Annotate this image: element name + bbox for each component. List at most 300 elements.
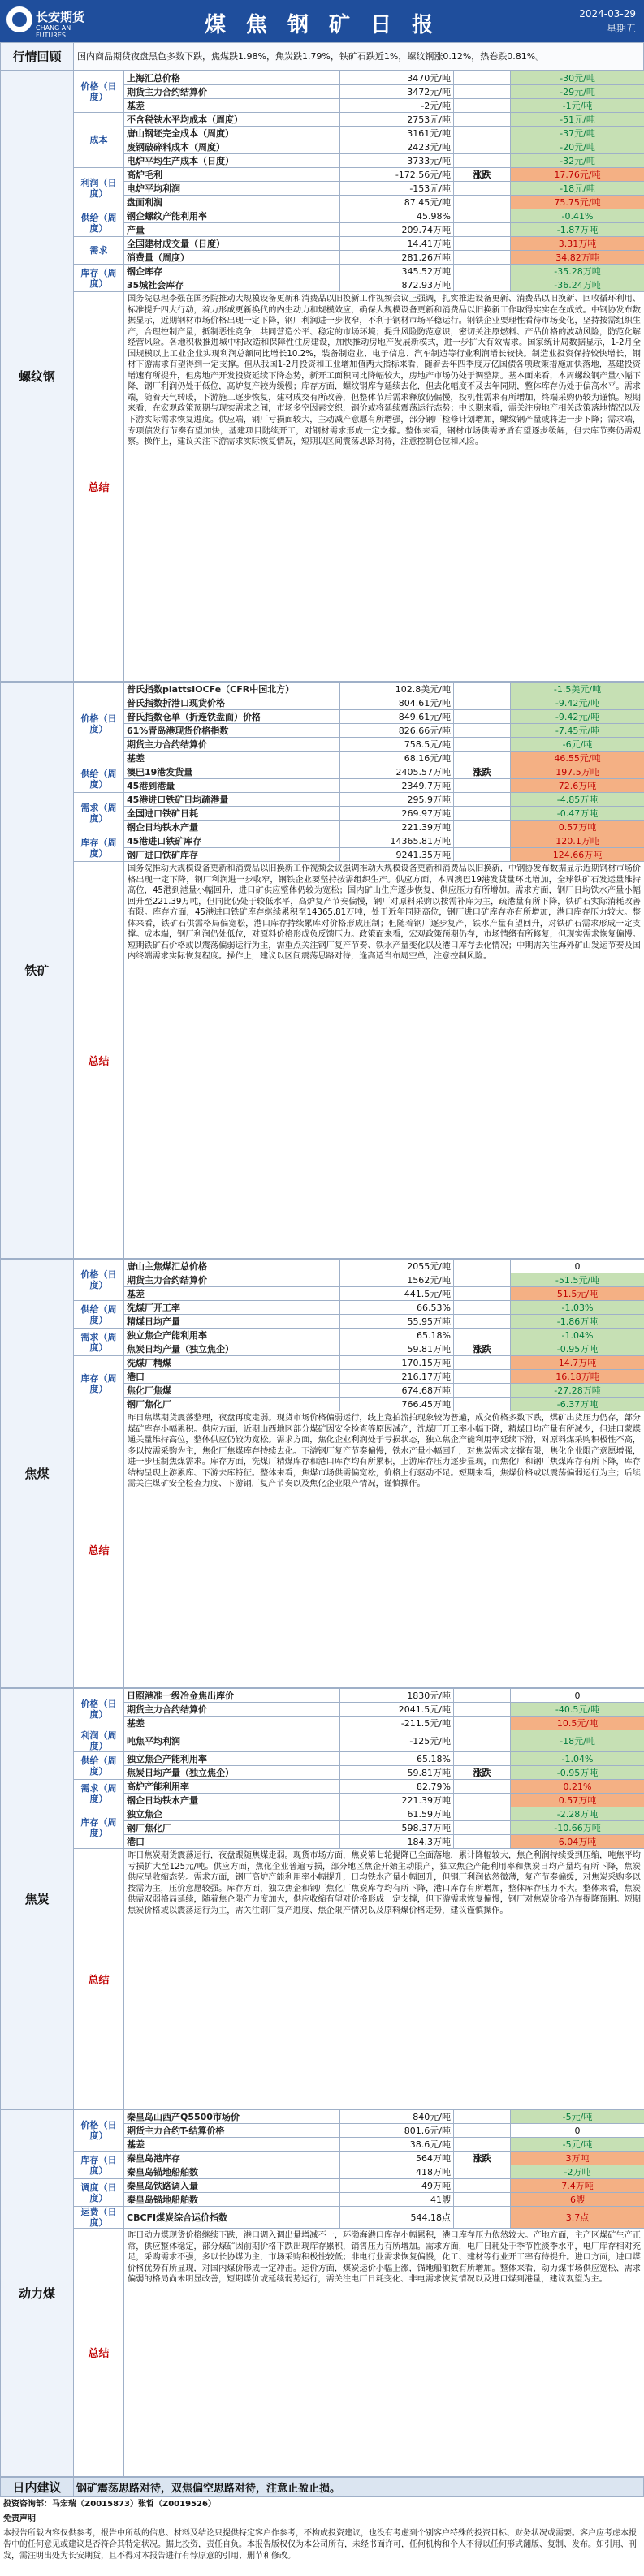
change-header [454, 182, 511, 196]
indicator-value: 3161元/吨 [340, 127, 454, 140]
change-header [454, 1752, 511, 1766]
data-row [1, 1301, 644, 1315]
change-header [454, 2179, 511, 2193]
category-label: 库存（周度） [74, 1807, 124, 1849]
indicator-change: -4.85万吨 [511, 793, 644, 807]
indicator-value: -2元/吨 [340, 99, 454, 113]
category-label: 利润（周度） [74, 1730, 124, 1752]
indicator-value: 269.97万吨 [340, 807, 454, 821]
indicator-change: -1.04% [511, 1329, 644, 1342]
summary-text: 昨日焦炭期货震荡运行，夜盘跟随焦煤走弱。现货市场方面，焦炭第七轮提降已全面落地，累计降幅较大，焦企利润持续受到压缩，吨焦平均亏损扩大至125元/吨。供应方面，焦化企业普遍亏损，部分地区焦企开始主动限产，独立焦企产能利用率和焦炭日均产量均有所下降，焦炭供应呈收缩态势。需求方面，钢厂高炉产能利用率小幅提升，日均铁水产量小幅回升，但钢厂利润依然微薄，复产节奏偏缓，对焦炭采购多以按需为主，压价意愿较强。库存方面，独立焦企和钢厂焦化厂焦炭库存均有所下降，港口库存有所增加，整体库存压力不大。整体来看，焦炭供需双弱格局延续，随着焦企限产力度加大，供应收缩有望对价格形成一定支撑，但下游需求恢复偏慢，钢厂对焦炭价格仍存提降预期。短期焦炭价格或以震荡运行为主，需关注钢厂复产进度、焦企限产情况以及原料煤价格走势，建议谨慎操作。 [124, 1849, 644, 2109]
indicator-value: 49万吨 [340, 2179, 454, 2193]
indicator-value: 804.61元/吨 [340, 696, 454, 710]
indicator-value: 1562元/吨 [340, 1273, 454, 1287]
indicator-value: 544.18点 [340, 2207, 454, 2229]
indicator-change: 6.04万吨 [511, 1835, 644, 1849]
change-header [454, 1689, 511, 1703]
indicator-name: 电炉平均生产成本（日度） [124, 154, 340, 168]
indicator-name: 港口 [124, 1835, 340, 1849]
category-label: 价格（日度） [74, 1689, 124, 1730]
indicator-change: 51.5元/吨 [511, 1287, 644, 1301]
indicator-value: -172.56元/吨 [340, 168, 454, 182]
indicator-change: 3.7点 [511, 2207, 644, 2229]
indicator-value: 2753元/吨 [340, 113, 454, 127]
change-header: 涨跌 [454, 1342, 511, 1356]
indicator-change: 7.4万吨 [511, 2179, 644, 2193]
change-header [454, 140, 511, 154]
indicator-change: -36.24万吨 [511, 278, 644, 292]
change-header [454, 710, 511, 724]
indicator-value: 59.81万吨 [340, 1766, 454, 1780]
indicator-name: 盘面利润 [124, 196, 340, 209]
indicator-change: -30元/吨 [511, 71, 644, 85]
change-header [454, 1780, 511, 1794]
indicator-name: CBCFI煤炭综合运价指数 [124, 2207, 340, 2229]
indicator-value: 82.79% [340, 1780, 454, 1794]
change-header [454, 2207, 511, 2229]
indicator-name: 钢企螺纹产能利用率 [124, 209, 340, 223]
indicator-change: -1.5美元/吨 [511, 683, 644, 696]
data-row [1, 2207, 644, 2229]
indicator-change: -6.37万吨 [511, 1398, 644, 1411]
indicator-change: -29元/吨 [511, 85, 644, 99]
section-name: 焦煤 [1, 1260, 74, 1688]
change-header [454, 683, 511, 696]
change-header [454, 1794, 511, 1807]
indicator-value: 41艘 [340, 2193, 454, 2207]
data-row [1, 683, 644, 696]
indicator-value: 216.17万吨 [340, 1370, 454, 1384]
change-header: 涨跌 [454, 168, 511, 182]
change-header [454, 1730, 511, 1752]
indicator-change: -1.04% [511, 1752, 644, 1766]
indicator-change: -2.28万吨 [511, 1807, 644, 1821]
indicator-name: 产量 [124, 223, 340, 237]
indicator-name: 普氏指数plattsIOCFe（CFR中国北方） [124, 683, 340, 696]
report-date-block [579, 6, 636, 36]
indicator-name: 期货主力合约结算价 [124, 85, 340, 99]
indicator-value: 9241.35万吨 [340, 848, 454, 862]
change-header [454, 99, 511, 113]
indicator-name: 日照港准一级冶金焦出库价 [124, 1689, 340, 1703]
change-header [454, 2138, 511, 2152]
indicator-name: 秦皇岛山西产Q5500市场价 [124, 2110, 340, 2124]
indicator-name: 秦皇岛锚地船舶数 [124, 2165, 340, 2179]
indicator-value: 281.26万吨 [340, 251, 454, 265]
indicator-change: -1.03% [511, 1301, 644, 1315]
indicator-value: 295.9万吨 [340, 793, 454, 807]
advice-table [0, 2477, 644, 2497]
indicator-value: -211.5元/吨 [340, 1717, 454, 1730]
indicator-name: 唐山钢坯完全成本（周度） [124, 127, 340, 140]
section-name: 螺纹钢 [1, 71, 74, 682]
change-header [454, 1260, 511, 1273]
indicator-name: 普氏指数仓单（折连铁盘面）价格 [124, 710, 340, 724]
data-row [1, 2179, 644, 2193]
indicator-name: 期货主力合约结算价 [124, 1273, 340, 1287]
indicator-value: 55.95万吨 [340, 1315, 454, 1329]
change-header [454, 154, 511, 168]
indicator-change: -32元/吨 [511, 154, 644, 168]
category-label: 调度（日度） [74, 2179, 124, 2207]
indicator-change: -2万吨 [511, 2165, 644, 2179]
indicator-change: 0.21% [511, 1780, 644, 1794]
indicator-name: 废钢破碎料成本（周度） [124, 140, 340, 154]
indicator-name: 精煤日均产量 [124, 1315, 340, 1329]
indicator-name: 秦皇岛锚地船舶数 [124, 2193, 340, 2207]
indicator-change: -6元/吨 [511, 738, 644, 752]
indicator-change: 46.55元/吨 [511, 752, 644, 765]
change-header [454, 1807, 511, 1821]
category-label: 运费（日度） [74, 2207, 124, 2229]
change-header: 涨跌 [454, 765, 511, 779]
indicator-name: 基差 [124, 1717, 340, 1730]
data-row [1, 1807, 644, 1821]
indicator-change: -0.41% [511, 209, 644, 223]
data-row [1, 1689, 644, 1703]
indicator-change: 0 [511, 1260, 644, 1273]
summary-label: 总结 [74, 292, 124, 682]
change-header [454, 1835, 511, 1849]
change-header [454, 752, 511, 765]
change-header [454, 696, 511, 710]
indicator-change: -18元/吨 [511, 1730, 644, 1752]
summary-row [1, 1849, 644, 2109]
data-row [1, 834, 644, 848]
indicator-name: 高炉毛利 [124, 168, 340, 182]
report-header [0, 0, 644, 42]
change-header [454, 793, 511, 807]
change-header: 涨跌 [454, 1766, 511, 1780]
category-label: 价格（日度） [74, 1260, 124, 1301]
indicator-name: 吨焦平均利润 [124, 1730, 340, 1752]
indicator-change: 16.18万吨 [511, 1370, 644, 1384]
summary-row [1, 292, 644, 682]
category-label: 供给（周度） [74, 765, 124, 793]
indicator-value: 801.6元/吨 [340, 2124, 454, 2138]
indicator-change: -1.86万吨 [511, 1315, 644, 1329]
indicator-name: 期货主力合约T-结算价格 [124, 2124, 340, 2138]
change-header [454, 223, 511, 237]
change-header [454, 278, 511, 292]
change-header: 涨跌 [454, 2152, 511, 2165]
summary-text: 国务院推动大规模设备更新和消费品以旧换新工作视频会议强调推动大规模设备更新和消费品以旧换新，中钢协发布数据显示近期钢材市场价格出现一定下降，钢厂利润进一步收窄，钢铁企业要坚持按需组织生产。供应方面，本周澳巴19港发货量环比增加，全球铁矿石发运量维持高位，45港到港量小幅回升，进口矿供应整体仍较为宽松；国内矿山生产逐步恢复，供应压力有所增加。需求方面，钢厂日均铁水产量小幅回升至221.39万吨，但同比仍处于较低水平，高炉复产节奏偏慢，钢厂对原料采购以按需补库为主，疏港量有所下降，铁矿石实际消耗改善有限。库存方面，45港进口铁矿库存继续累积至14365.81万吨，处于近年同期高位，钢厂进口矿库存亦有所增加，港口库存压力较大。整体来看，铁矿石供需格局偏宽松，港口库存持续累库对价格形成压制；但随着钢厂逐步复产，铁水产量有望回升，对铁矿石需求形成一定支撑。成本端，钢厂利润仍处低位，对原料价格形成负反馈压力。政策面来看，宏观政策预期仍存，市场情绪有所修复，但现实需求恢复偏慢。短期铁矿石价格或以震荡偏弱运行为主，需重点关注钢厂复产节奏、铁水产量变化以及港口库存去化情况；中期需关注海外矿山发运节奏及国内终端需求实际恢复程度。操作上，建议以区间震荡思路对待，逢高适当布局空单，注意控制风险。 [124, 862, 644, 1259]
indicator-value: -153元/吨 [340, 182, 454, 196]
category-label: 库存（周度） [74, 1356, 124, 1411]
indicator-change: -51.5元/吨 [511, 1273, 644, 1287]
change-header [454, 779, 511, 793]
indicator-change: 124.66万吨 [511, 848, 644, 862]
report-weekday: 星期五 [606, 23, 636, 34]
summary-label: 总结 [74, 862, 124, 1259]
indicator-name: 基差 [124, 2138, 340, 2152]
indicator-value: 2423元/吨 [340, 140, 454, 154]
overview-table [0, 42, 644, 71]
indicator-name: 全国进口铁矿日耗 [124, 807, 340, 821]
overview-text: 国内商品期货夜盘黑色多数下跌，焦煤跌1.98%，焦炭跌1.79%，铁矿石跌近1%，螺纹钢涨0.12%，热卷跌0.81%。 [74, 43, 644, 71]
change-header [454, 2193, 511, 2207]
data-row [1, 765, 644, 779]
summary-label: 总结 [74, 1411, 124, 1688]
change-header [454, 196, 511, 209]
indicator-change: -18元/吨 [511, 182, 644, 196]
change-header [454, 1356, 511, 1370]
change-header [454, 71, 511, 85]
change-header [454, 1398, 511, 1411]
advice-text: 钢矿震荡思路对待，双焦偏空思路对待，注意止盈止损。 [74, 2478, 644, 2497]
section-rebar [0, 71, 644, 682]
change-header [454, 1384, 511, 1398]
indicator-value: 758.5元/吨 [340, 738, 454, 752]
indicator-change: -37元/吨 [511, 127, 644, 140]
indicator-value: 3470元/吨 [340, 71, 454, 85]
category-label: 需求 [74, 237, 124, 265]
indicator-change: -0.95万吨 [511, 1766, 644, 1780]
indicator-value: 3733元/吨 [340, 154, 454, 168]
change-header [454, 1315, 511, 1329]
section-name: 铁矿 [1, 683, 74, 1259]
indicator-name: 45港到港量 [124, 779, 340, 793]
indicator-value: 766.45万吨 [340, 1398, 454, 1411]
summary-text: 国务院总理李强在国务院推动大规模设备更新和消费品以旧换新工作视频会议上强调，扎实推进设备更新、消费品以旧换新、回收循环利用、标准提升四大行动，着力形成更新换代的内生动力和规模效应，确保大规模设备更新和消费品以旧换新工作取得实实在在成效。中钢协发布数据显示，近期钢材市场价格出现一定下降，钢厂利润进一步收窄，不利于钢材市场平稳运行。钢铁企业要理性看待市场变化，坚持按需组织生产，合理控制产量，抵制恶性竞争，共同营造公平、稳定的市场环境；提升风险防范意识，密切关注原燃料、产品价格的波动风险，防范化解经营风险。各地积极推进城中村改造和保障性住房建设，加快推动房地产发展新模式，进一步扩大有效需求。国家统计局数据显示，1-2月全国规模以上工业企业实现利润总额同比增长10.2%，装备制造业、电子信息、汽车制造等行业利润增长较快。制造业投资保持较快增长，钢材下游需求有望得到一定支撑。但从我国1-2月投资和工业增加值两大指标来看，随着去年四季度万亿国债各项政策措施加快落地，基建投资增速有所提升，但房地产开发投资延续下降态势，新开工面积同比降幅较大，房地产市场仍处于调整期。基本面来看，本周螺纹钢产量小幅下降，钢厂利润仍处于低位，高炉复产较为缓慢；库存方面，螺纹钢库存延续去化，但去化幅度不及去年同期，整体库存仍处于偏高水平。需求端，随着天气转暖，下游施工逐步恢复，建材成交有所改善，但整体节后需求释放仍偏慢，投机性需求有所增加，终端采购仍较为谨慎。短期来看，在宏观政策预期与现实需求之间，市场多空因素交织，钢价或将延续震荡运行态势；中长期来看，需关注房地产相关政策落地情况以及下游实际需求恢复进度。供应端，钢厂亏损面较大，主动减产意愿有所增强，部分钢厂检修计划增加，螺纹钢产量或将进一步下降；需求端，专项债发行节奏有望加快，基建项目陆续开工，对钢材需求形成一定支撑。整体来看，钢材市场供需矛盾有望逐步缓解，但去库节奏仍需观察。操作上，建议关注下游需求实际恢复情况，短期以区间震荡思路对待，注意控制仓位和风险。 [124, 292, 644, 682]
data-row [1, 1356, 644, 1370]
data-row [1, 1780, 644, 1794]
indicator-value: 598.37万吨 [340, 1821, 454, 1835]
indicator-change: -51元/吨 [511, 113, 644, 127]
indicator-value: 418万吨 [340, 2165, 454, 2179]
indicator-name: 全国建材成交量（日度） [124, 237, 340, 251]
change-header [454, 251, 511, 265]
indicator-change: -1.87万吨 [511, 223, 644, 237]
indicator-change: -27.28万吨 [511, 1384, 644, 1398]
indicator-name: 独立焦企产能利用率 [124, 1329, 340, 1342]
summary-row [1, 862, 644, 1259]
indicator-value: 840元/吨 [340, 2110, 454, 2124]
indicator-change: 0.57万吨 [511, 1794, 644, 1807]
change-header [454, 1273, 511, 1287]
indicator-value: 184.3万吨 [340, 1835, 454, 1849]
indicator-change: -40.5元/吨 [511, 1703, 644, 1717]
indicator-change: -5元/吨 [511, 2138, 644, 2152]
data-row [1, 71, 644, 85]
summary-row [1, 1411, 644, 1688]
indicator-change: 0 [511, 2124, 644, 2138]
indicator-value: 674.68万吨 [340, 1384, 454, 1398]
indicator-value: 849.61元/吨 [340, 710, 454, 724]
indicator-change: -9.42元/吨 [511, 710, 644, 724]
category-label: 价格（日度） [74, 2110, 124, 2152]
indicator-value: 59.81万吨 [340, 1342, 454, 1356]
report-date: 2024-03-29 [579, 8, 636, 19]
category-label: 需求（周度） [74, 1780, 124, 1807]
section-name: 焦炭 [1, 1689, 74, 2109]
category-label: 供给（周度） [74, 1752, 124, 1780]
change-header [454, 1821, 511, 1835]
data-row [1, 1329, 644, 1342]
indicator-name: 61%青岛港现货价格指数 [124, 724, 340, 738]
indicator-change: 10.5元/吨 [511, 1717, 644, 1730]
section-thermal-coal [0, 2109, 644, 2477]
change-header [454, 724, 511, 738]
category-label: 库存（日度） [74, 2152, 124, 2179]
summary-label: 总结 [74, 1849, 124, 2109]
data-row [1, 793, 644, 807]
section-name: 动力煤 [1, 2110, 74, 2477]
indicator-change: -1元/吨 [511, 99, 644, 113]
indicator-change: 197.5万吨 [511, 765, 644, 779]
indicator-change: 6艘 [511, 2193, 644, 2207]
indicator-change: 75.75元/吨 [511, 196, 644, 209]
indicator-name: 期货主力合约结算价 [124, 1703, 340, 1717]
change-header [454, 127, 511, 140]
indicator-value: 65.18% [340, 1329, 454, 1342]
disclaimer-title: 免责声明 [3, 2514, 36, 2523]
data-row [1, 1752, 644, 1766]
category-label: 成本 [74, 113, 124, 168]
company-name-cn: 长安期货 [36, 10, 85, 24]
data-row [1, 168, 644, 182]
indicator-name: 35城社会库存 [124, 278, 340, 292]
indicator-name: 上海汇总价格 [124, 71, 340, 85]
indicator-name: 港口 [124, 1370, 340, 1384]
indicator-name: 焦炭日均产量（独立焦企） [124, 1342, 340, 1356]
indicator-name: 基差 [124, 752, 340, 765]
data-row [1, 237, 644, 251]
indicator-name: 不含税铁水平均成本（周度） [124, 113, 340, 127]
indicator-change: -7.45元/吨 [511, 724, 644, 738]
indicator-value: -125元/吨 [340, 1730, 454, 1752]
data-row [1, 1730, 644, 1752]
indicator-name: 秦皇岛港库存 [124, 2152, 340, 2165]
data-row [1, 265, 644, 278]
indicator-value: 1830元/吨 [340, 1689, 454, 1703]
change-header [454, 2124, 511, 2138]
indicator-change: -5元/吨 [511, 2110, 644, 2124]
indicator-name: 钢厂焦化厂 [124, 1398, 340, 1411]
indicator-change: -20元/吨 [511, 140, 644, 154]
indicator-value: 61.59万吨 [340, 1807, 454, 1821]
indicator-name: 焦化厂焦煤 [124, 1384, 340, 1398]
category-label: 供给（周度） [74, 209, 124, 237]
indicator-change: -0.47万吨 [511, 807, 644, 821]
indicator-value: 68.16元/吨 [340, 752, 454, 765]
indicator-value: 38.6元/吨 [340, 2138, 454, 2152]
indicator-name: 洗煤厂精煤 [124, 1356, 340, 1370]
indicator-value: 45.98% [340, 209, 454, 223]
indicator-name: 普氏指数折港口现货价格 [124, 696, 340, 710]
indicator-change: -10.66万吨 [511, 1821, 644, 1835]
indicator-value: 441.5元/吨 [340, 1287, 454, 1301]
change-header [454, 265, 511, 278]
indicator-change: -0.95万吨 [511, 1342, 644, 1356]
indicator-name: 澳巴19港发货量 [124, 765, 340, 779]
indicator-value: 87.45元/吨 [340, 196, 454, 209]
indicator-change: -35.28万吨 [511, 265, 644, 278]
report-title: 煤 焦 钢 矿 日 报 [204, 13, 440, 37]
disclaimer-text: 本报告所载内容仅供参考，报告中所载的信息、材料及结论只提供特定客户作参考，不构成投资建议，也没有考虑到个别客户特殊的投资目标、财务状况或需要。客户应考虑本报告中的任何意见或建议是否符合其特定状况。据此投资，责任自负。本报告版权仅为本公司所有，未经书面许可，任何机构和个人不得以任何形式翻版、复制、发布。如引用、刊发，需注明出处为长安期货，且不得对本报告进行有悖原意的引用、删节和修改。 [3, 2529, 637, 2561]
change-header [454, 821, 511, 834]
indicator-value: 14.41万吨 [340, 237, 454, 251]
summary-row [1, 2229, 644, 2477]
change-header [454, 1370, 511, 1384]
data-row [1, 113, 644, 127]
change-header [454, 85, 511, 99]
indicator-value: 66.53% [340, 1301, 454, 1315]
indicator-name: 高炉产能利用率 [124, 1780, 340, 1794]
indicator-name: 独立焦企产能利用率 [124, 1752, 340, 1766]
advice-label: 日内建议 [1, 2478, 74, 2497]
data-row [1, 1260, 644, 1273]
indicator-change: 14.7万吨 [511, 1356, 644, 1370]
indicator-value: 102.8美元/吨 [340, 683, 454, 696]
indicator-value: 65.18% [340, 1752, 454, 1766]
indicator-name: 期货主力合约结算价 [124, 738, 340, 752]
data-row [1, 2110, 644, 2124]
category-label: 需求（周度） [74, 1329, 124, 1356]
category-label: 需求（周度） [74, 793, 124, 834]
change-header [454, 1329, 511, 1342]
indicator-value: 564万吨 [340, 2152, 454, 2165]
report-sections [0, 71, 644, 2477]
change-header [454, 113, 511, 127]
category-label: 供给（周度） [74, 1301, 124, 1329]
indicator-name: 独立焦企 [124, 1807, 340, 1821]
indicator-change: -9.42元/吨 [511, 696, 644, 710]
indicator-value: 345.52万吨 [340, 265, 454, 278]
change-header [454, 834, 511, 848]
indicator-name: 秦皇岛铁路调入量 [124, 2179, 340, 2193]
overview-label: 行情回顾 [1, 43, 74, 71]
summary-label: 总结 [74, 2229, 124, 2477]
indicator-name: 钢企日均铁水产量 [124, 821, 340, 834]
change-header [454, 807, 511, 821]
category-label: 价格（日度） [74, 71, 124, 113]
category-label: 库存（周度） [74, 834, 124, 862]
indicator-name: 钢企日均铁水产量 [124, 1794, 340, 1807]
change-header [454, 848, 511, 862]
change-header [454, 2165, 511, 2179]
analyst-line: 投资咨询部：马宏瑞（Z0015873）张哲（Z0019526） [3, 2500, 216, 2509]
indicator-change: 17.76元/吨 [511, 168, 644, 182]
change-header [454, 209, 511, 223]
indicator-name: 洗煤厂开工率 [124, 1301, 340, 1315]
indicator-name: 45港进口铁矿日均疏港量 [124, 793, 340, 807]
indicator-change: 3万吨 [511, 2152, 644, 2165]
data-row [1, 2152, 644, 2165]
indicator-value: 14365.81万吨 [340, 834, 454, 848]
category-label: 利润（日度） [74, 168, 124, 209]
indicator-value: 2405.57万吨 [340, 765, 454, 779]
indicator-change: 0.57万吨 [511, 821, 644, 834]
indicator-value: 872.93万吨 [340, 278, 454, 292]
indicator-value: 3472元/吨 [340, 85, 454, 99]
indicator-name: 消费量（周度） [124, 251, 340, 265]
indicator-value: 2349.7万吨 [340, 779, 454, 793]
indicator-name: 焦炭日均产量（独立焦企） [124, 1766, 340, 1780]
indicator-value: 2041.5元/吨 [340, 1703, 454, 1717]
change-header [454, 2110, 511, 2124]
indicator-name: 唐山主焦煤汇总价格 [124, 1260, 340, 1273]
summary-text: 昨日动力煤现货价格继续下跌，港口调入调出量增减不一，环渤海港口库存小幅累积，港口库存压力依然较大。产地方面，主产区煤矿生产正常，供应整体稳定，部分煤矿因前期价格下跌出现库存累积，销售压力有所增加。需求方面，电厂日耗处于季节性淡季水平，电厂库存相对充足，采购需求不强，多以长协煤为主，市场采购积极性较低；非电行业需求恢复偏慢，化工、建材等行业开工率有待提升。进口方面，进口煤价格优势有所显现，对国内煤价形成一定冲击。运价方面，煤炭运价小幅上涨，锚地船舶数有所增加。整体来看，动力煤市场供应宽松、需求偏弱的格局尚未明显改善，短期煤价或延续弱势运行，需关注电厂日耗变化、非电需求恢复情况以及进口煤到港量，建议观望为主。 [124, 2229, 644, 2477]
indicator-name: 钢厂焦化厂 [124, 1821, 340, 1835]
indicator-name: 45港进口铁矿库存 [124, 834, 340, 848]
indicator-name: 钢厂进口铁矿库存 [124, 848, 340, 862]
change-header [454, 738, 511, 752]
indicator-name: 钢企库存 [124, 265, 340, 278]
category-label: 价格（日度） [74, 683, 124, 765]
indicator-change: 3.31万吨 [511, 237, 644, 251]
indicator-change: 120.1万吨 [511, 834, 644, 848]
